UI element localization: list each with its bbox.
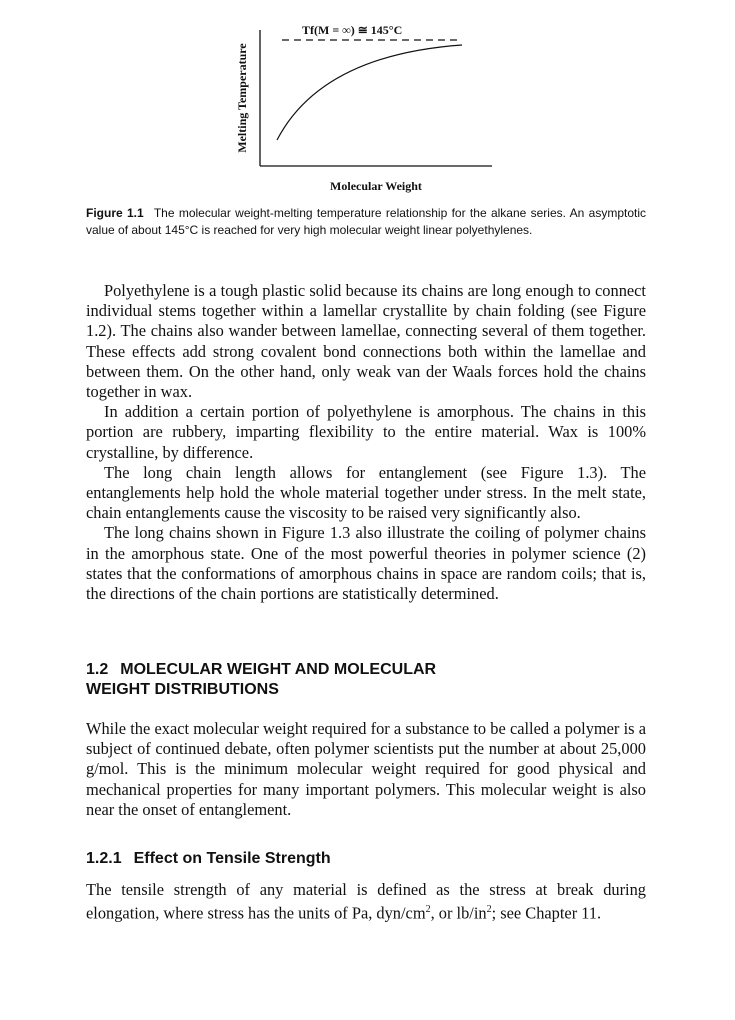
- paragraph: In addition a certain portion of polyethylene is amorphous. The chains in this portion are rubbery, imparting flexibility to the entire material. Wax is 100% crystalline, by difference.: [86, 402, 646, 462]
- paragraph-part: The tensile strength of any material is defined as the stress at break during elongation, where stress has the units of Pa, dyn/cm: [86, 880, 646, 923]
- figure-plot: [230, 18, 510, 198]
- section-title-line1: MOLECULAR WEIGHT AND MOLECULAR: [120, 661, 437, 678]
- paragraph: Polyethylene is a tough plastic solid because its chains are long enough to connect individual stems together within a lamellar crystallite by chain folding (see Figure 1.2). The chains also wander between lamellae, connecting several of them together. These effects add strong covalent bond connections both within the lamellae and between them. On the other hand, only weak van der Waals forces hold the chains together in wax.: [86, 281, 646, 402]
- subsection-title: Effect on Tensile Strength: [133, 850, 331, 867]
- asymptote-label: Tf(M = ∞) ≅ 145°C: [302, 23, 403, 37]
- section-title-line2: WEIGHT DISTRIBUTIONS: [86, 681, 279, 698]
- figure-caption: [86, 205, 646, 238]
- section-heading-1-2-1: [86, 849, 646, 869]
- section-1-2-text: [86, 719, 646, 820]
- paragraph: [86, 880, 646, 924]
- section-heading-1-2: [86, 660, 646, 700]
- paragraph: The long chain length allows for entanglement (see Figure 1.3). The entanglements help hold the whole material together under stress. In the melt state, chain entanglements cause the viscosity to be raised very significantly also.: [86, 462, 646, 523]
- subsection-number: 1.2.1: [86, 850, 122, 867]
- section-number: 1.2: [86, 661, 109, 678]
- x-axis-label: Molecular Weight: [330, 179, 422, 193]
- melting-curve: [277, 45, 462, 140]
- paragraph: While the exact molecular weight required for a substance to be called a polymer is a subject of continued debate, often polymer scientists put the number at about 25,000 g/mol. This is the minimum molecular weight required for good physical and mechanical properties for many important polymers. This molecular weight is also near the onset of entanglement.: [86, 719, 646, 819]
- section-1-2-1-text: [86, 880, 646, 924]
- intro-text: [86, 281, 646, 604]
- caption-number: Figure 1.1: [86, 206, 144, 220]
- y-axis-label: Melting Temperature: [235, 43, 249, 153]
- paragraph-part: , or lb/in: [430, 903, 487, 923]
- superscript: 2: [425, 904, 431, 916]
- superscript: 2: [486, 904, 492, 916]
- caption-text: The molecular weight-melting temperature relationship for the alkane series. An asymptotic value of about 145°C is reached for very high molecular weight linear polyethylenes.: [86, 206, 647, 237]
- figure-1-1: [230, 18, 510, 198]
- paragraph: The long chains shown in Figure 1.3 also illustrate the coiling of polymer chains in the amorphous state. One of the most powerful theories in polymer science (2) states that the conformations of amorphous chains in space are random coils; that is, the directions of the chain portions are statistically determined.: [86, 523, 646, 604]
- paragraph-part: ; see Chapter 11.: [491, 903, 602, 923]
